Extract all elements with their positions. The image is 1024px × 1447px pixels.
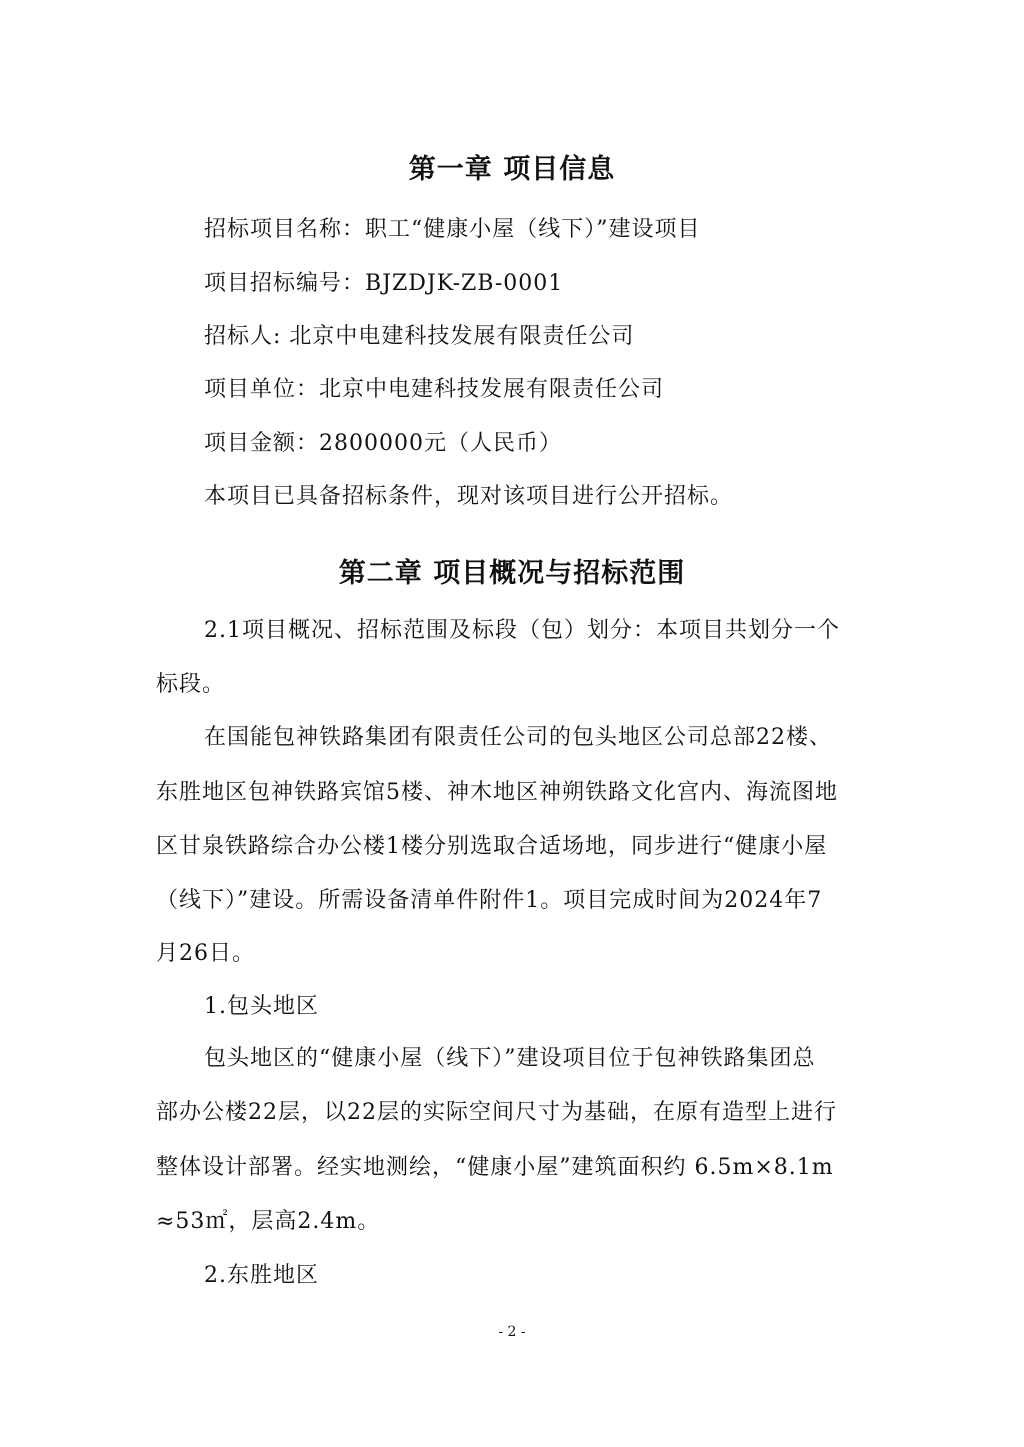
baotou-line: 包头地区的“健康小屋（线下）”建设项目位于包神铁路集团总 (204, 1046, 816, 1071)
intro-line: 东胜地区包神铁路宾馆5楼、神木地区神朔铁路文化宫内、海流图地 (156, 780, 838, 805)
page-number: - 2 - (498, 1324, 526, 1340)
baotou-line: ≈53㎡，层高2.4m。 (156, 1209, 381, 1234)
baotou-line: 部办公楼22层，以22层的实际空间尺寸为基础，在原有造型上进行 (156, 1100, 837, 1125)
intro-line: 区甘泉铁路综合办公楼1楼分别选取合适场地，同步进行“健康小屋 (156, 834, 828, 859)
field-tenderer: 招标人: 北京中电建科技发展有限责任公司 (204, 324, 635, 349)
intro-line: 月26日。 (156, 941, 255, 966)
chapter-1-title: 第一章 项目信息 (408, 154, 616, 185)
baotou-line: 整体设计部署。经实地测绘，“健康小屋”建筑面积约 6.5m×8.1m (156, 1155, 834, 1180)
section-2-1-line: 标段。 (156, 672, 226, 697)
field-project-code: 项目招标编号：BJZDJK-ZB-0001 (204, 271, 564, 296)
intro-line: （线下）”建设。所需设备清单件附件1。项目完成时间为2024年7 (156, 888, 823, 913)
field-tender-statement: 本项目已具备招标条件，现对该项目进行公开招标。 (204, 484, 734, 509)
field-project-unit: 项目单位：北京中电建科技发展有限责任公司 (204, 377, 665, 402)
chapter-2-title: 第二章 项目概况与招标范围 (338, 558, 686, 589)
subsection-dongsheng-heading: 2.东胜地区 (204, 1263, 319, 1288)
field-project-amount: 项目金额：2800000元（人民币） (204, 431, 562, 456)
field-project-name: 招标项目名称：职工“健康小屋（线下）”建设项目 (204, 217, 701, 242)
section-2-1-line: 2.1项目概况、招标范围及标段（包）划分：本项目共划分一个 (204, 618, 840, 643)
intro-line: 在国能包神铁路集团有限责任公司的包头地区公司总部22楼、 (204, 725, 832, 750)
subsection-baotou-heading: 1.包头地区 (204, 994, 319, 1019)
